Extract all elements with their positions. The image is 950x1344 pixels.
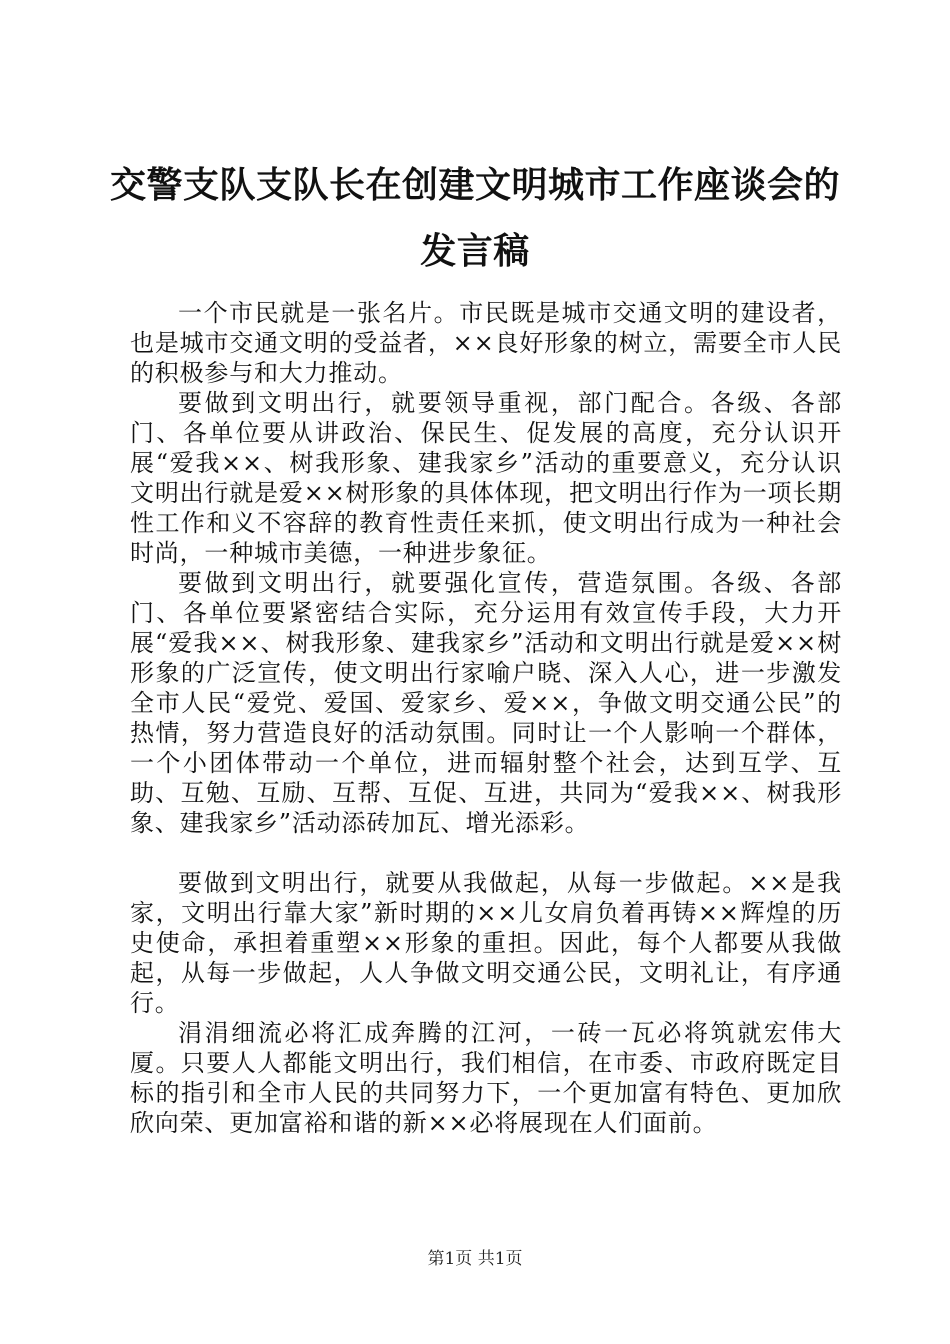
paragraph-2: 要做到文明出行，就要领导重视，部门配合。各级、各部门、各单位要从讲政治、保民生、促发展的高度，充分认识开展“爱我××、树我形象、建我家乡”活动的重要意义，充分认识文明出行就是爱××树形象的具体体现，把文明出行作为一项长期性工作和义不容辞的教育性责任来抓，使文明出行成为一种社会时尚，一种城市美德，一种进步象征。 (130, 389, 842, 567)
document-title (100, 152, 850, 284)
paragraph-3: 要做到文明出行，就要强化宣传，营造氛围。各级、各部门、各单位要紧密结合实际，充分运用有效宣传手段，大力开展“爱我××、树我形象、建我家乡”活动和文明出行就是爱××树形象的广泛宣传，使文明出行家喻户晓、深入人心，进一步激发全市人民“爱党、爱国、爱家乡、爱××，争做文明交通公民”的热情，努力营造良好的活动氛围。同时让一个人影响一个群体，一个小团体带动一个单位，进而辐射整个社会，达到互学、互助、互勉、互励、互帮、互促、互进，共同为“爱我××、树我形象、建我家乡”活动添砖加瓦、增光添彩。 (130, 569, 842, 837)
paragraph-4: 要做到文明出行，就要从我做起，从每一步做起。××是我家，文明出行靠大家”新时期的××儿女肩负着再铸××辉煌的历史使命，承担着重塑××形象的重担。因此，每个人都要从我做起，从每一步做起，人人争做文明交通公民，文明礼让，有序通行。 (130, 869, 842, 1017)
title-line-1: 交警支队支队长在创建文明城市工作座谈会的 (109, 164, 840, 206)
paragraph-1: 一个市民就是一张名片。市民既是城市交通文明的建设者，也是城市交通文明的受益者，××良好形象的树立，需要全市人民的积极参与和大力推动。 (130, 299, 842, 387)
document-body (130, 298, 842, 1138)
paragraph-5: 涓涓细流必将汇成奔腾的江河，一砖一瓦必将筑就宏伟大厦。只要人人都能文明出行，我们相信，在市委、市政府既定目标的指引和全市人民的共同努力下，一个更加富有特色、更加欣欣向荣、更加富裕和谐的新××必将展现在人们面前。 (130, 1019, 842, 1137)
title-line-2: 发言稿 (420, 230, 530, 272)
page-footer: 第1页 共1页 (427, 1249, 523, 1269)
